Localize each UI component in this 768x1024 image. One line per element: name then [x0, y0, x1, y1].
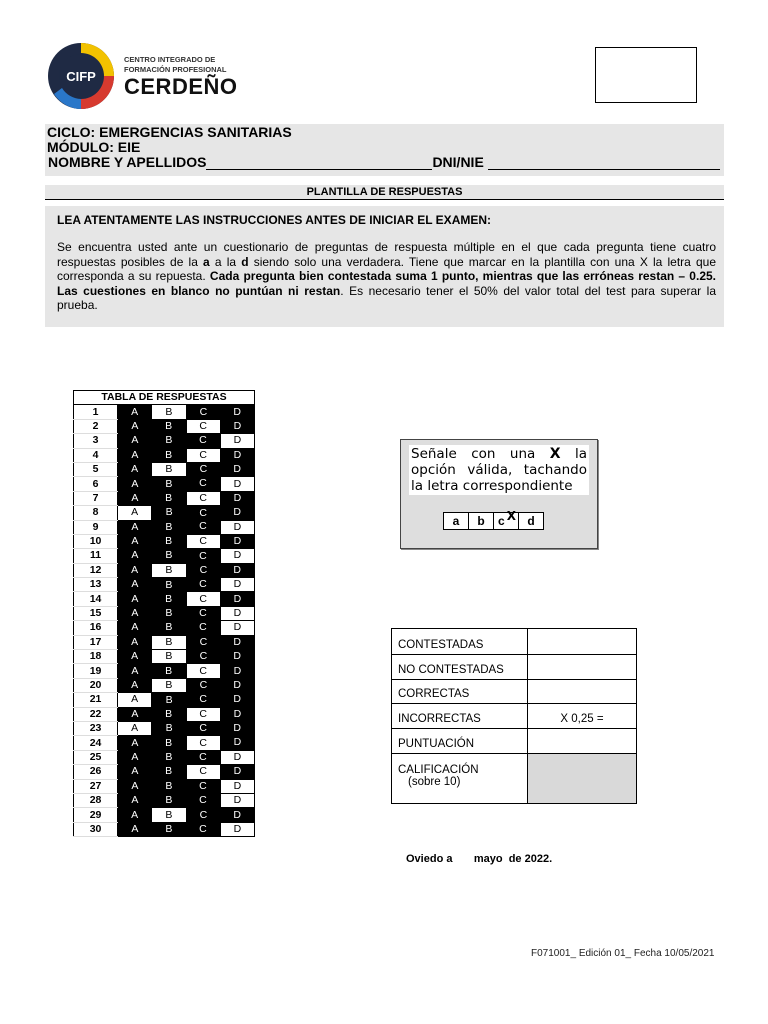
- answer-option-d[interactable]: D: [220, 765, 254, 779]
- answer-option-b[interactable]: B: [152, 506, 186, 520]
- score-label: CORRECTAS: [392, 680, 528, 704]
- answer-option-c[interactable]: C: [186, 750, 220, 764]
- answer-option-c[interactable]: C: [186, 822, 220, 836]
- answer-option-c[interactable]: C: [186, 534, 220, 548]
- answer-option-d[interactable]: D: [220, 693, 254, 707]
- question-number: 8: [74, 506, 118, 520]
- school-logo: [46, 42, 246, 112]
- answer-option-d[interactable]: D: [220, 491, 254, 505]
- answer-option-a[interactable]: A: [118, 621, 152, 635]
- answer-row: [74, 563, 255, 577]
- example-option-d: d: [527, 514, 535, 528]
- dni-label: DNI/NIE: [432, 154, 484, 170]
- answer-option-b[interactable]: B: [152, 606, 186, 620]
- score-label: INCORRECTAS: [392, 704, 528, 729]
- answer-option-b[interactable]: B: [152, 721, 186, 735]
- score-value[interactable]: [528, 629, 637, 655]
- answer-option-d[interactable]: D: [220, 678, 254, 692]
- answer-option-d[interactable]: D: [220, 419, 254, 433]
- answer-option-b[interactable]: B: [152, 563, 186, 577]
- question-number: 24: [74, 736, 118, 750]
- answer-option-c[interactable]: C: [186, 808, 220, 822]
- answer-row: [74, 664, 255, 678]
- answer-option-b[interactable]: B: [152, 664, 186, 678]
- instructions-title: LEA ATENTAMENTE LAS INSTRUCCIONES ANTES DE INICIAR EL EXAMEN:: [57, 213, 492, 227]
- score-label: NO CONTESTADAS: [392, 655, 528, 680]
- answer-option-a[interactable]: A: [118, 635, 152, 649]
- answer-option-c[interactable]: C: [186, 736, 220, 750]
- answer-row: [74, 808, 255, 822]
- answer-row: [74, 793, 255, 807]
- answer-option-d[interactable]: D: [220, 736, 254, 750]
- answer-option-a[interactable]: A: [118, 534, 152, 548]
- answer-row: [74, 419, 255, 433]
- name-row: [48, 154, 720, 170]
- question-number: 5: [74, 462, 118, 476]
- question-number: 29: [74, 808, 118, 822]
- answer-option-a[interactable]: A: [118, 765, 152, 779]
- answer-option-a[interactable]: A: [118, 491, 152, 505]
- answer-row: [74, 405, 255, 419]
- example-cross-mark: X: [506, 509, 516, 523]
- answer-option-c[interactable]: C: [186, 405, 220, 419]
- example-options: [443, 509, 544, 530]
- answer-option-d[interactable]: D: [220, 405, 254, 419]
- answer-row: [74, 549, 255, 563]
- answer-option-d[interactable]: D: [220, 793, 254, 807]
- question-number: 28: [74, 793, 118, 807]
- answer-table-title: TABLA DE RESPUESTAS: [74, 391, 255, 405]
- answer-option-c[interactable]: C: [186, 520, 220, 534]
- score-label: PUNTUACIÓN: [392, 729, 528, 754]
- answer-option-d[interactable]: D: [220, 621, 254, 635]
- instructions-box: [45, 206, 724, 327]
- answer-option-a[interactable]: A: [118, 462, 152, 476]
- question-number: 13: [74, 578, 118, 592]
- question-number: 14: [74, 592, 118, 606]
- answer-option-c[interactable]: C: [186, 765, 220, 779]
- answer-option-c[interactable]: C: [186, 462, 220, 476]
- answer-option-c[interactable]: C: [186, 578, 220, 592]
- answer-option-c[interactable]: C: [186, 448, 220, 462]
- question-number: 10: [74, 534, 118, 548]
- answer-row: [74, 448, 255, 462]
- question-number: 18: [74, 650, 118, 664]
- answer-option-b[interactable]: B: [152, 707, 186, 721]
- answer-option-b[interactable]: B: [152, 750, 186, 764]
- score-table: [391, 628, 637, 804]
- answer-option-b[interactable]: B: [152, 621, 186, 635]
- question-number: 30: [74, 822, 118, 836]
- logo-line-1: CENTRO INTEGRADO DE: [124, 55, 216, 64]
- score-value[interactable]: [528, 680, 637, 704]
- answer-option-a[interactable]: A: [118, 578, 152, 592]
- answer-option-d[interactable]: D: [220, 434, 254, 448]
- cifp-logo-icon: [46, 42, 116, 110]
- answer-option-b[interactable]: B: [152, 793, 186, 807]
- answer-option-a[interactable]: A: [118, 520, 152, 534]
- answer-table: [73, 390, 255, 837]
- answer-option-a[interactable]: A: [118, 650, 152, 664]
- question-number: 21: [74, 693, 118, 707]
- answer-row: [74, 506, 255, 520]
- logo-abbr: CIFP: [66, 69, 96, 84]
- grade-box[interactable]: [595, 47, 697, 103]
- score-value[interactable]: [528, 729, 637, 754]
- answer-option-d[interactable]: D: [220, 650, 254, 664]
- answer-row: [74, 678, 255, 692]
- nombre-label: NOMBRE Y APELLIDOS: [48, 154, 207, 170]
- modulo-label: MÓDULO: EIE: [47, 139, 141, 155]
- question-number: 9: [74, 520, 118, 534]
- question-number: 26: [74, 765, 118, 779]
- answer-option-d[interactable]: D: [220, 506, 254, 520]
- answer-row: [74, 779, 255, 793]
- answer-option-d[interactable]: D: [220, 592, 254, 606]
- question-number: 22: [74, 707, 118, 721]
- example-option-b: b: [469, 513, 494, 529]
- nombre-field[interactable]: [206, 154, 432, 170]
- answer-option-c[interactable]: C: [186, 650, 220, 664]
- question-number: 16: [74, 621, 118, 635]
- answer-option-c[interactable]: C: [186, 779, 220, 793]
- answer-option-a[interactable]: A: [118, 549, 152, 563]
- answer-option-d[interactable]: D: [220, 779, 254, 793]
- answer-option-a[interactable]: A: [118, 606, 152, 620]
- answer-option-d[interactable]: D: [220, 808, 254, 822]
- answer-option-c[interactable]: C: [186, 606, 220, 620]
- answer-option-d[interactable]: D: [220, 534, 254, 548]
- answer-option-a[interactable]: A: [118, 448, 152, 462]
- answer-option-a[interactable]: A: [118, 721, 152, 735]
- answer-row: [74, 534, 255, 548]
- answer-option-b[interactable]: B: [152, 736, 186, 750]
- instructions-body: Se encuentra usted ante un cuestionario de preguntas de respuesta múltiple en el que cada pregunta tiene cuatro respuestas posibles de la a a la d siendo solo una verdadera. Tiene que marcar en la plantilla con una X la letra que corresponda a su repuesta. Cada pregunta bien contestada suma 1 punto, mientras que las erróneas restan – 0.25. Las cuestiones en blanco no puntúan ni restan. Es necesario tener el 50% del valor total del test para superar la prueba.: [57, 240, 717, 312]
- answer-option-b[interactable]: B: [152, 520, 186, 534]
- answer-option-d[interactable]: D: [220, 606, 254, 620]
- answer-option-a[interactable]: A: [118, 563, 152, 577]
- answer-option-c[interactable]: C: [186, 693, 220, 707]
- answer-option-b[interactable]: B: [152, 678, 186, 692]
- question-number: 12: [74, 563, 118, 577]
- answer-option-d[interactable]: D: [220, 707, 254, 721]
- answer-option-d[interactable]: D: [220, 664, 254, 678]
- question-number: 23: [74, 721, 118, 735]
- answer-option-c[interactable]: C: [186, 477, 220, 491]
- answer-row: [74, 822, 255, 836]
- answer-option-d[interactable]: D: [220, 635, 254, 649]
- score-value[interactable]: X 0,25 =: [528, 704, 637, 729]
- answer-option-b[interactable]: B: [152, 419, 186, 433]
- answer-option-b[interactable]: B: [152, 822, 186, 836]
- document-footer: F071001_ Edición 01_ Fecha 10/05/2021: [531, 948, 715, 959]
- answer-option-d[interactable]: D: [220, 462, 254, 476]
- answer-option-c[interactable]: C: [186, 707, 220, 721]
- answer-option-a[interactable]: A: [118, 678, 152, 692]
- answer-option-d[interactable]: D: [220, 578, 254, 592]
- answer-option-c[interactable]: C: [186, 592, 220, 606]
- question-number: 2: [74, 419, 118, 433]
- answer-option-a[interactable]: A: [118, 419, 152, 433]
- answer-option-a[interactable]: A: [118, 664, 152, 678]
- answer-row: [74, 635, 255, 649]
- answer-option-c[interactable]: C: [186, 506, 220, 520]
- dni-field[interactable]: [488, 154, 720, 170]
- answer-option-a[interactable]: A: [118, 750, 152, 764]
- answer-option-c[interactable]: C: [186, 563, 220, 577]
- answer-row: [74, 765, 255, 779]
- answer-option-c[interactable]: C: [186, 549, 220, 563]
- answer-option-b[interactable]: B: [152, 808, 186, 822]
- answer-option-b[interactable]: B: [152, 650, 186, 664]
- answer-option-b[interactable]: B: [152, 578, 186, 592]
- answer-row: [74, 750, 255, 764]
- answer-option-a[interactable]: A: [118, 822, 152, 836]
- answer-option-d[interactable]: D: [220, 549, 254, 563]
- answer-option-b[interactable]: B: [152, 434, 186, 448]
- answer-row: [74, 693, 255, 707]
- answer-option-b[interactable]: B: [152, 491, 186, 505]
- answer-option-a[interactable]: A: [118, 779, 152, 793]
- answer-row: [74, 736, 255, 750]
- answer-option-b[interactable]: B: [152, 635, 186, 649]
- answer-row: [74, 592, 255, 606]
- question-number: 6: [74, 477, 118, 491]
- score-value[interactable]: [528, 655, 637, 680]
- answer-option-c[interactable]: C: [186, 678, 220, 692]
- answer-row: [74, 707, 255, 721]
- answer-option-a[interactable]: A: [118, 693, 152, 707]
- answer-option-b[interactable]: B: [152, 448, 186, 462]
- question-number: 7: [74, 491, 118, 505]
- answer-option-d[interactable]: D: [220, 750, 254, 764]
- question-number: 4: [74, 448, 118, 462]
- answer-option-d[interactable]: D: [220, 563, 254, 577]
- place-date: Oviedo a mayo de 2022.: [406, 853, 553, 865]
- answer-option-d[interactable]: D: [220, 822, 254, 836]
- answer-option-c[interactable]: C: [186, 434, 220, 448]
- answer-option-a[interactable]: A: [118, 434, 152, 448]
- score-label: CONTESTADAS: [392, 629, 528, 655]
- answer-option-a[interactable]: A: [118, 477, 152, 491]
- answer-option-a[interactable]: A: [118, 506, 152, 520]
- example-option-c: c X: [494, 513, 519, 529]
- answer-option-c[interactable]: C: [186, 793, 220, 807]
- question-number: 15: [74, 606, 118, 620]
- question-number: 27: [74, 779, 118, 793]
- calificacion-value[interactable]: [528, 754, 637, 804]
- answer-option-b[interactable]: B: [152, 592, 186, 606]
- answer-option-b[interactable]: B: [152, 462, 186, 476]
- example-instructions: Señale con una X la opción válida, tachando la letra correspondiente: [411, 446, 587, 494]
- answer-row: [74, 491, 255, 505]
- answer-row: [74, 721, 255, 735]
- answer-option-b[interactable]: B: [152, 534, 186, 548]
- answer-row: [74, 520, 255, 534]
- answer-option-d[interactable]: D: [220, 721, 254, 735]
- answer-option-c[interactable]: C: [186, 419, 220, 433]
- answer-row: [74, 621, 255, 635]
- answer-option-b[interactable]: B: [152, 405, 186, 419]
- answer-row: [74, 578, 255, 592]
- question-number: 17: [74, 635, 118, 649]
- answer-row: [74, 477, 255, 491]
- question-number: 25: [74, 750, 118, 764]
- answer-option-d[interactable]: D: [220, 520, 254, 534]
- question-number: 3: [74, 434, 118, 448]
- answer-option-a[interactable]: A: [118, 405, 152, 419]
- answer-row: [74, 650, 255, 664]
- answer-option-c[interactable]: C: [186, 621, 220, 635]
- question-number: 19: [74, 664, 118, 678]
- answer-option-b[interactable]: B: [152, 765, 186, 779]
- example-box: [400, 439, 598, 549]
- plantilla-title: PLANTILLA DE RESPUESTAS: [45, 185, 724, 200]
- logo-line-2: FORMACIÓN PROFESIONAL: [124, 65, 227, 74]
- answer-option-c[interactable]: C: [186, 491, 220, 505]
- answer-option-c[interactable]: C: [186, 635, 220, 649]
- answer-row: [74, 606, 255, 620]
- answer-option-c[interactable]: C: [186, 721, 220, 735]
- answer-option-d[interactable]: D: [220, 448, 254, 462]
- answer-option-c[interactable]: C: [186, 664, 220, 678]
- answer-option-b[interactable]: B: [152, 549, 186, 563]
- answer-option-a[interactable]: A: [118, 736, 152, 750]
- answer-option-d[interactable]: D: [220, 477, 254, 491]
- answer-option-a[interactable]: A: [118, 808, 152, 822]
- answer-option-a[interactable]: A: [118, 707, 152, 721]
- question-number: 20: [74, 678, 118, 692]
- answer-option-a[interactable]: A: [118, 592, 152, 606]
- answer-option-a[interactable]: A: [118, 793, 152, 807]
- answer-option-b[interactable]: B: [152, 779, 186, 793]
- calificacion-label: CALIFICACIÓN (sobre 10): [392, 754, 528, 804]
- answer-option-b[interactable]: B: [152, 477, 186, 491]
- answer-row: [74, 462, 255, 476]
- question-number: 1: [74, 405, 118, 419]
- ciclo-label: CICLO: EMERGENCIAS SANITARIAS: [47, 124, 292, 140]
- answer-row: [74, 434, 255, 448]
- logo-name: CERDEÑO: [124, 74, 238, 99]
- question-number: 11: [74, 549, 118, 563]
- answer-option-b[interactable]: B: [152, 693, 186, 707]
- example-option-a: a: [444, 513, 469, 529]
